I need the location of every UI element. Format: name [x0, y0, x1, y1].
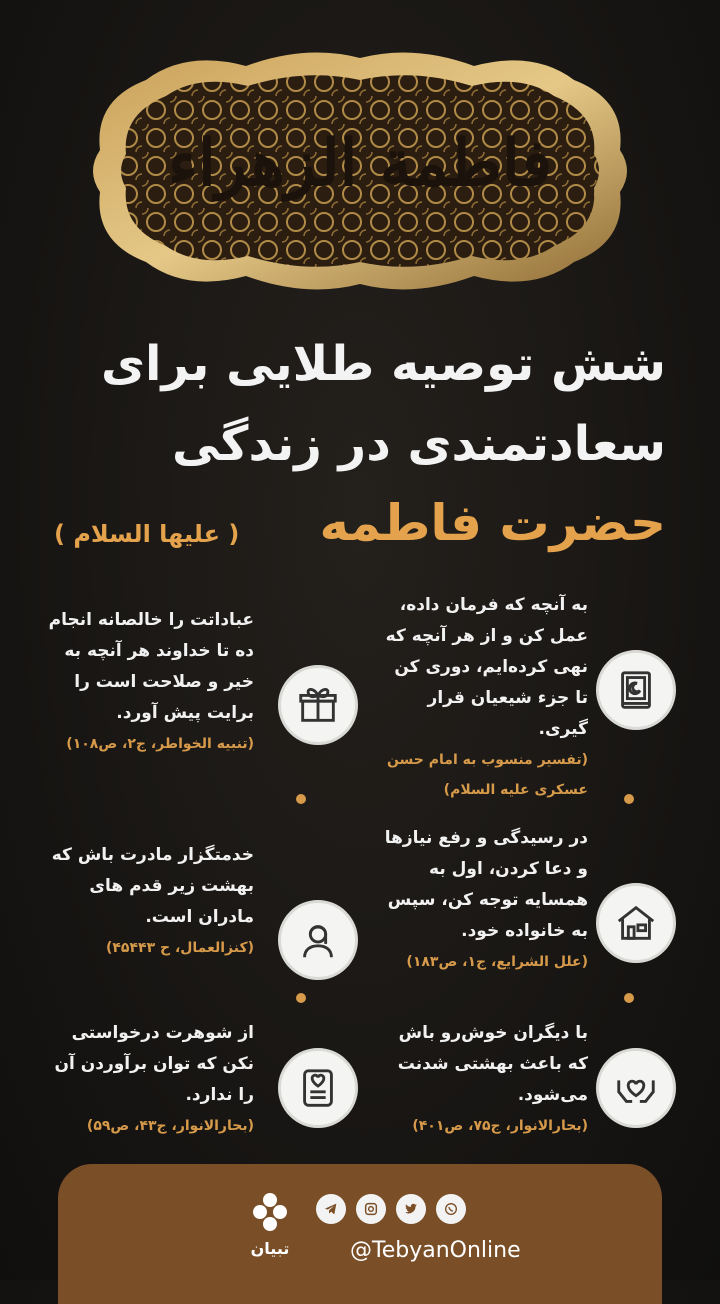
telegram-icon[interactable] — [316, 1194, 346, 1224]
title-suffix: ( علیها السلام ) — [54, 520, 240, 548]
advice-source: (بحارالانوار، ج۷۵، ص۴۰۱) — [412, 1118, 588, 1134]
twitter-icon[interactable] — [396, 1194, 426, 1224]
advice-card-3 — [378, 823, 698, 1023]
mother-icon — [278, 900, 358, 980]
advice-source: (کنزالعمال، ح ۴۵۴۴۳) — [105, 940, 254, 956]
gift-box-icon — [278, 665, 358, 745]
separator-dot — [624, 993, 634, 1003]
advice-source: (تنبیه الخواطر، ج۲، ص۱۰۸) — [66, 736, 254, 752]
quran-book-icon — [596, 650, 676, 730]
separator-dot — [624, 794, 634, 804]
footer-bar — [58, 1164, 662, 1304]
title-line-1: شش توصیه طلایی برای — [101, 336, 666, 392]
title-name: حضرت فاطمه — [319, 494, 666, 552]
advice-text-block — [378, 823, 588, 977]
tebyan-logo-mark — [240, 1190, 300, 1260]
advice-card-2 — [20, 605, 340, 805]
advice-text-block — [44, 1018, 254, 1141]
instagram-icon[interactable] — [356, 1194, 386, 1224]
advice-text-block — [44, 840, 254, 963]
advice-card-4 — [20, 840, 340, 1040]
advice-text: در رسیدگی و رفع نیازها و دعا کردن، اول به همسایه توجه کن، سپس به خانواده خود. — [384, 828, 588, 941]
logo-text: تبیان — [250, 1239, 290, 1258]
advice-source: (بحارالانوار، ج۴۳، ص۵۹) — [86, 1118, 254, 1134]
separator-dot — [296, 794, 306, 804]
advice-text-block — [378, 590, 588, 805]
calligraphy-emblem — [86, 40, 634, 302]
advice-card-1 — [378, 590, 698, 798]
advice-text: خدمتگزار مادرت باش که بهشت زیر قدم های مادران است. — [51, 845, 254, 927]
tebyan-logo — [240, 1190, 300, 1260]
advice-text: از شوهرت درخواستی نکن که توان برآوردن آن را ندارد. — [54, 1023, 254, 1105]
separator-dot — [296, 993, 306, 1003]
advice-text: عباداتت را خالصانه انجام ده تا خداوند هر آنچه به خیر و صلاحت است را برایت پیش آورد. — [48, 610, 254, 723]
whatsapp-icon[interactable] — [436, 1194, 466, 1224]
advice-source: (علل الشرایع، ج۱، ص۱۸۳) — [406, 954, 588, 970]
advice-source: (تفسیر منسوب به امام حسن عسکری علیه السلام) — [386, 752, 588, 798]
emblem-calligraphy-text: فاطمة الزهراء — [167, 126, 553, 201]
social-handle[interactable]: @TebyanOnline — [350, 1238, 521, 1263]
title-line-2: سعادتمندی در زندگی — [171, 416, 666, 472]
house-icon — [596, 883, 676, 963]
hands-heart-icon — [596, 1048, 676, 1128]
advice-text-block — [378, 1018, 588, 1141]
advice-text: با دیگران خوش‌رو باش که باعث بهشتی شدنت می‌شود. — [397, 1023, 588, 1105]
heart-document-icon — [278, 1048, 358, 1128]
advice-text: به آنچه که فرمان داده، عمل کن و از هر آنچه که نهی کرده‌ایم، دوری کن تا جزء شیعیان قرار گیری. — [385, 595, 588, 739]
advice-text-block — [44, 605, 254, 759]
